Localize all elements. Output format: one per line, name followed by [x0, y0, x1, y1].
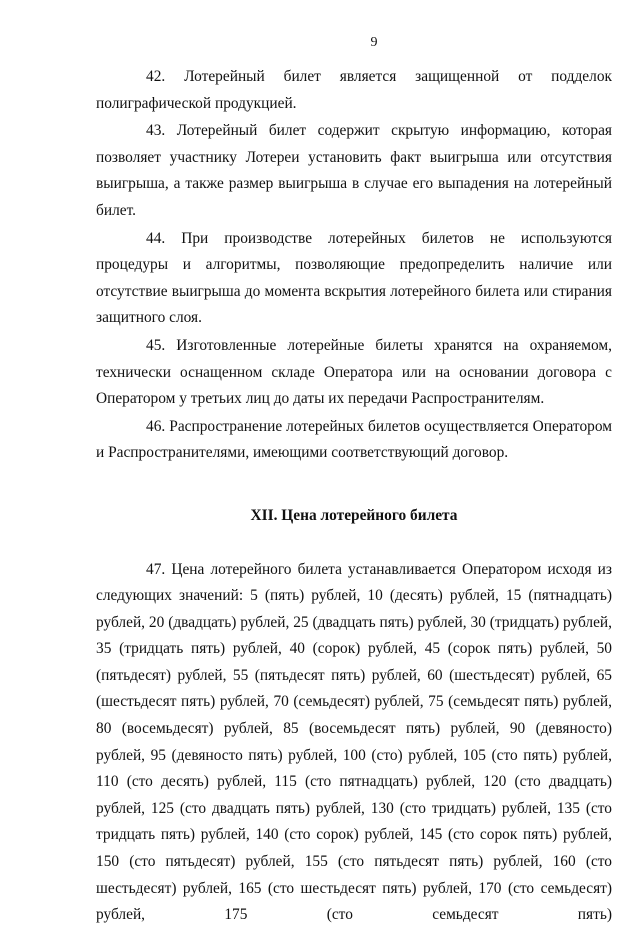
- paragraph-42: 42. Лотерейный билет является защищенной от подделок полиграфической продукцией.: [96, 68, 612, 112]
- paragraph-47: 47. Цена лотерейного билета устанавливается Оператором исходя из следующих значений: 5 (пять) рублей, 10 (десять) рублей, 15 (пятнадцать) рублей, 20 (двадцать) рублей, 25 (двадцать пять) рублей, 30 (тридцать) рублей, 35 (тридцать пять) рублей, 40 (сорок) рублей, 45 (сорок пять) рублей, 50 (пятьдесят) рублей, 55 (пятьдесят пять) рублей, 60 (шестьдесят) рублей, 65 (шестьдесят пять) рублей, 70 (семьдесят) рублей, 75 (семьдесят пять) рублей, 80 (восемьдесят) рублей, 85 (восемьдесят пять) рублей, 90 (девяносто) рублей, 95 (девяносто пять) рублей, 100 (сто) рублей, 105 (сто пять) рублей, 110 (сто десять) рублей, 115 (сто пятнадцать) рублей, 120 (сто двадцать) рублей, 125 (сто двадцать пять) рублей, 130 (сто тридцать) рублей, 135 (сто тридцать пять) рублей, 140 (сто сорок) рублей, 145 (сто сорок пять) рублей, 150 (сто пятьдесят) рублей, 155 (сто пятьдесят пять) рублей, 160 (сто шестьдесят) рублей, 165 (сто шестьдесят пять) рублей, 170 (сто семьдесят) рублей, 175 (сто семьдесят пять): [96, 560, 612, 924]
- paragraph-45: 45. Изготовленные лотерейные билеты хранятся на охраняемом, технически оснащенном складе Оператора или на основании договора с Оператором у третьих лиц до даты их передачи Распространителям.: [96, 336, 612, 408]
- document-page: [96, 34, 612, 930]
- paragraph-44: 44. При производстве лотерейных билетов не используются процедуры и алгоритмы, позволяющие предопределить наличие или отсутствие выигрыша до момента вскрытия лотерейного билета или стирания защитного слоя.: [96, 229, 612, 327]
- paragraph-46: 46. Распространение лотерейных билетов осуществляется Оператором и Распространителями, имеющими соответствующий договор.: [96, 417, 612, 462]
- paragraph-43: 43. Лотерейный билет содержит скрытую информацию, которая позволяет участнику Лотереи установить факт выигрыша или отсутствия выигрыша, а также размер выигрыша в случае его выпадения на лотерейный билет.: [96, 122, 612, 219]
- section-heading: XII. Цена лотерейного билета: [250, 506, 458, 524]
- page-number: 9: [370, 35, 378, 50]
